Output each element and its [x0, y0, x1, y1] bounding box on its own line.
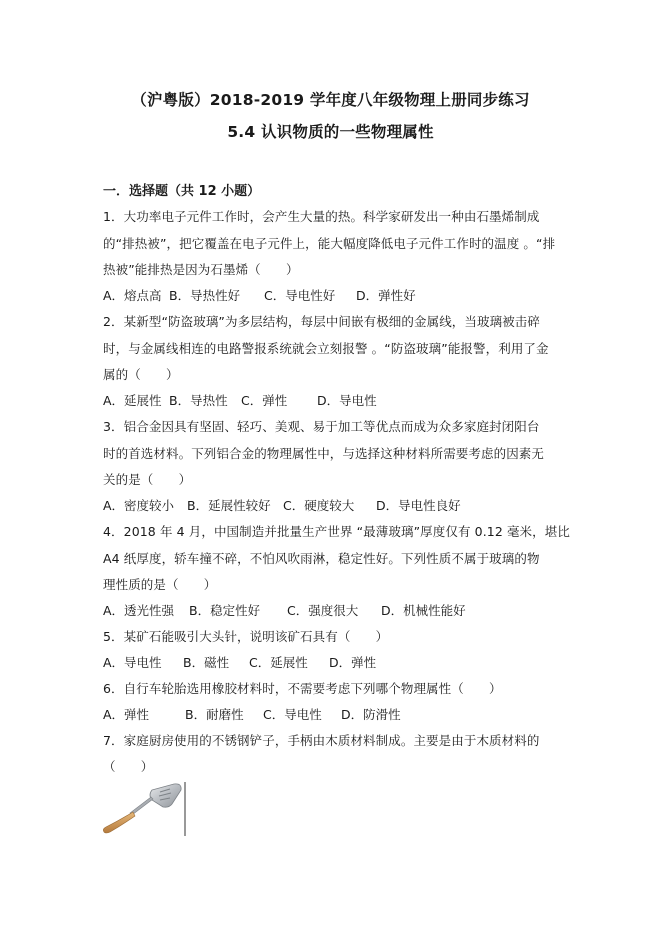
question-line: 理性质的是（ ）: [103, 577, 217, 592]
question-options: [103, 705, 401, 723]
option-c[interactable]: C．导电性: [263, 707, 322, 722]
option-c[interactable]: C．导电性好: [264, 288, 336, 303]
option-a[interactable]: A．熔点高: [103, 288, 162, 303]
option-d[interactable]: D．弹性好: [356, 288, 416, 303]
option-b[interactable]: B．导热性: [169, 393, 228, 408]
question-line: 4．2018 年 4 月，中国制造并批量生产世界 “最薄玻璃”厚度仅有 0.12 毫米，堪比: [103, 524, 570, 539]
question-options: [103, 496, 461, 514]
question-line: 1．大功率电子元件工作时，会产生大量的热。科学家研发出一种由石墨烯制成: [103, 209, 540, 224]
option-a[interactable]: A．密度较小: [103, 498, 175, 513]
option-c[interactable]: C．强度很大: [287, 603, 359, 618]
question-line: 热被”能排热是因为石墨烯（ ）: [103, 262, 299, 277]
option-b[interactable]: B．稳定性好: [189, 603, 261, 618]
question-options: [103, 391, 377, 409]
option-d[interactable]: D．机械性能好: [381, 603, 466, 618]
option-b[interactable]: B．耐磨性: [185, 707, 244, 722]
option-a[interactable]: A．透光性强: [103, 603, 175, 618]
question-options: [103, 653, 376, 671]
option-b[interactable]: B．磁性: [183, 655, 230, 670]
option-b[interactable]: B．延展性较好: [187, 498, 271, 513]
option-a[interactable]: A．弹性: [103, 707, 150, 722]
question-line: 时，与金属线相连的电路警报系统就会立刻报警 。“防盗玻璃”能报警，利用了金: [103, 341, 549, 356]
question-line: 7．家庭厨房使用的不锈钢铲子，手柄由木质材料制成。主要是由于木质材料的: [103, 733, 540, 748]
question-line: 的“排热被”，把它覆盖在电子元件上，能大幅度降低电子元件工作时的温度 。“排: [103, 236, 556, 251]
question-line: 3．铝合金因具有坚固、轻巧、美观、易于加工等优点而成为众多家庭封闭阳台: [103, 419, 540, 434]
question-line: 5．某矿石能吸引大头针，说明该矿石具有（ ）: [103, 629, 389, 644]
question-line: 属的（ ）: [103, 367, 179, 382]
option-a[interactable]: A．延展性: [103, 393, 162, 408]
question-options: [103, 286, 416, 304]
option-d[interactable]: D．导电性: [317, 393, 377, 408]
question-line: 6．自行车轮胎选用橡胶材料时，不需要考虑下列哪个物理属性（ ）: [103, 681, 502, 696]
question-line: A4 纸厚度，轿车撞不碎，不怕风吹雨淋，稳定性好。下列性质不属于玻璃的物: [103, 551, 540, 566]
option-d[interactable]: D．弹性: [329, 655, 377, 670]
document-subtitle: 5.4 认识物质的一些物理属性: [227, 123, 434, 141]
question-line: （ ）: [103, 759, 154, 774]
option-c[interactable]: C．延展性: [249, 655, 308, 670]
option-c[interactable]: C．弹性: [241, 393, 288, 408]
option-c[interactable]: C．硬度较大: [283, 498, 355, 513]
question-line: 2．某新型“防盗玻璃”为多层结构，每层中间嵌有极细的金属线，当玻璃被击碎: [103, 314, 541, 329]
spatula-icon: [100, 782, 188, 836]
question-line: 时的首选材料。下列铝合金的物理属性中，与选择这种材料所需要考虑的因素无: [103, 446, 545, 461]
option-a[interactable]: A．导电性: [103, 655, 162, 670]
option-d[interactable]: D．防滑性: [341, 707, 401, 722]
question-line: 关的是（ ）: [103, 472, 192, 487]
question-options: [103, 601, 466, 619]
section-heading: 一．选择题（共 12 小题）: [103, 184, 261, 199]
document-title: （沪粤版）2018-2019 学年度八年级物理上册同步练习: [131, 91, 530, 109]
option-d[interactable]: D．导电性良好: [376, 498, 461, 513]
spatula-image: [100, 782, 188, 836]
option-b[interactable]: B．导热性好: [169, 288, 241, 303]
